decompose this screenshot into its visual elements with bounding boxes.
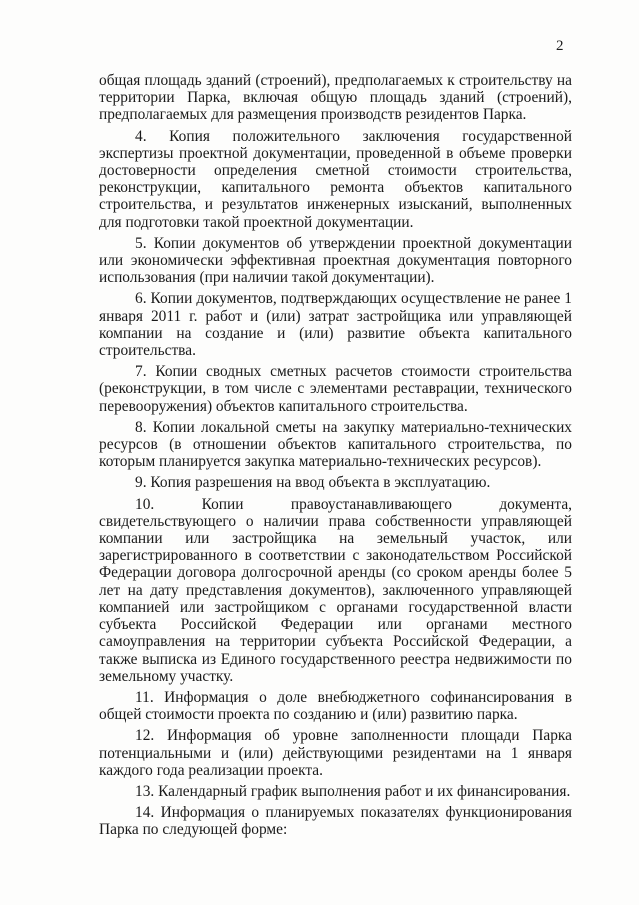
paragraph-item-6: 6. Копии документов, подтверждающих осуществление не ранее 1 января 2011 г. работ и (или) затрат застройщика или управляющей компании на создание и (или) развитие объекта капитального строительства. (99, 290, 572, 360)
page-number: 2 (556, 38, 564, 54)
paragraph-item-7: 7. Копии сводных сметных расчетов стоимости строительства (реконструкции, в том числе с элементами реставрации, технического перевооружения) объектов капитального строительства. (99, 363, 572, 415)
paragraph-item-11: 11. Информация о доле внебюджетного софинансирования в общей стоимости проекта по созданию и (или) развитию парка. (99, 688, 572, 724)
paragraph-item-10: 10. Копии правоустанавливающего документа, свидетельствующего о наличии права собственности управляющей компании или застройщика на земельный участок, или зарегистрированного в соответствии с законодательством Российской Федерации договора долгосрочной аренды (со сроком аренды более 5 лет на дату представления документов), заключенного управляющей компанией или застройщиком с органами государственной власти субъекта Российской Федерации или органами местного самоуправления на территории субъекта Российской Федерации, а также выписка из Единого государственного реестра недвижимости по земельному участку. (99, 495, 572, 685)
paragraph-item-9: 9. Копия разрешения на ввод объекта в эксплуатацию. (135, 474, 491, 492)
document-body (99, 72, 572, 843)
paragraph-continuation: общая площадь зданий (строений), предполагаемых к строительству на территории Парка, включая общую площадь зданий (строений), предполагаемых для размещения производств резидентов Парка. (99, 72, 572, 124)
paragraph-item-14: 14. Информация о планируемых показателях функционирования Парка по следующей форме: (99, 804, 572, 839)
paragraph-item-12: 12. Информация об уровне заполненности площади Парка потенциальными и (или) действующими резидентами на 1 января каждого года реализации проекта. (99, 727, 572, 779)
paragraph-item-5: 5. Копии документов об утверждении проектной документации или экономически эффективная проектная документация повторного использования (при наличии такой документации). (99, 234, 572, 287)
paragraph-item-8: 8. Копии локальной сметы на закупку материально-технических ресурсов (в отношении объектов капитального строительства, по которым планируется закупка материально-технических ресурсов). (99, 418, 572, 471)
paragraph-item-4: 4. Копия положительного заключения государственной экспертизы проектной документации, проведенной в объеме проверки достоверности определения сметной стоимости строительства, реконструкции, капитального ремонта объектов капитального строительства, и результатов инженерных изысканий, выполненных для подготовки такой проектной документации. (99, 127, 572, 231)
paragraph-item-13: 13. Календарный график выполнения работ и их финансирования. (135, 782, 571, 800)
